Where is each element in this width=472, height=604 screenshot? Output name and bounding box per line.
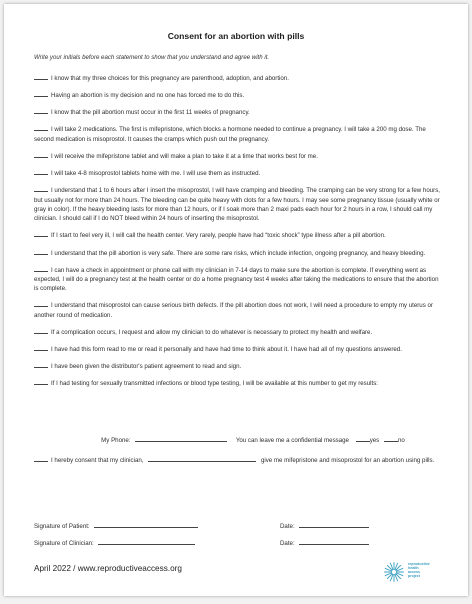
statement-item (34, 107, 442, 117)
footer-text: April 2022 / www.reproductiveaccess.org (34, 564, 182, 573)
clinician-signature-line[interactable] (98, 538, 195, 545)
statement-text: I understand that 1 to 6 hours after I insert the misoprostol, I will have cramping and bleeding. The cramping can be very strong for a few hours, but usually not for more than 24 hours. The bleeding can be quite heavy with clots for a few hours. I may see some pregnancy tissue (usually white or gray in color). If the heavy bleeding lasts for more than 12 hours, or if I soak more than 2 maxi pads each hour for 2 hours in a row, I should call my clinician. I should call if I do NOT bleed within 24 hours of inserting the misoprostol. (34, 187, 441, 223)
statement-text: I have had this form read to me or read it personally and have had time to think about it. I have had all of my questions answered. (51, 346, 402, 354)
consent-text-before: I hereby consent that my clinician, (51, 457, 144, 464)
statement-text: I can have a check in appointment or phone call with my clinician in 7-14 days to make sure the abortion is complete. If everything went as expected, I will do a pregnancy test at the health center or do a home pregnancy test 4 weeks after taking the medications to ensure that the abortion is complete. (34, 266, 439, 293)
phone-row (4, 435, 468, 444)
initials-blank[interactable] (34, 124, 48, 131)
yes-label: yes (369, 437, 380, 444)
patient-signature-line[interactable] (94, 521, 198, 528)
initials-blank[interactable] (34, 378, 48, 385)
initials-blank[interactable] (34, 151, 48, 158)
patient-signature-label: Signature of Patient: (34, 523, 90, 530)
initials-blank[interactable] (34, 361, 48, 368)
statement-text: I understand that the pill abortion is very safe. There are some rare risks, which include infection, ongoing pregnancy, and heavy bleeding. (51, 249, 426, 257)
statement-item (34, 265, 442, 294)
initials-blank[interactable] (34, 90, 48, 97)
statement-item (34, 73, 442, 83)
statement-item (34, 300, 442, 320)
clinician-date-line[interactable] (299, 538, 369, 545)
statement-item (34, 124, 442, 144)
initials-blank[interactable] (34, 265, 48, 272)
statement-item (34, 327, 442, 337)
initials-blank[interactable] (34, 230, 48, 237)
statement-text: I know that the pill abortion must occur in the first 11 weeks of pregnancy. (51, 109, 250, 117)
consent-statement (34, 455, 442, 465)
date-label: Date: (280, 523, 295, 530)
statement-item (34, 378, 442, 388)
no-label: no (397, 437, 405, 444)
initials-blank[interactable] (34, 185, 48, 192)
initials-blank[interactable] (34, 168, 48, 175)
patient-signature-row (34, 521, 198, 530)
form-instructions: Write your initials before each statement to show that you understand and agree with it. (34, 54, 270, 61)
date-label: Date: (280, 540, 295, 547)
patient-date-line[interactable] (299, 521, 369, 528)
initials-blank[interactable] (34, 344, 48, 351)
statement-item (34, 168, 442, 178)
statement-list (34, 73, 442, 396)
initials-blank[interactable] (34, 455, 48, 462)
statement-item (34, 344, 442, 354)
message-label: You can leave me a confidential message (235, 437, 349, 444)
sunburst-logo-icon (383, 561, 405, 583)
form-title: Consent for an abortion with pills (167, 31, 305, 41)
statement-text: I know that my three choices for this pregnancy are parenthood, adoption, and abortion. (51, 75, 289, 82)
initials-blank[interactable] (34, 248, 48, 255)
clinician-signature-row (34, 538, 195, 547)
initials-blank[interactable] (34, 73, 48, 80)
statement-text: Having an abortion is my decision and no one has forced me to do this. (51, 92, 245, 100)
clinician-date-row (280, 538, 369, 547)
statement-text: I will take 2 medications. The first is mifepristone, which blocks a hormone needed to continue a pregnancy. I will take a 200 mg dose. The second medication is misoprostol. It causes the cramps which push out the pregnancy. (34, 126, 426, 143)
patient-date-row (280, 521, 369, 530)
phone-input-line[interactable] (135, 435, 227, 442)
statement-item (34, 185, 442, 223)
statement-item (34, 151, 442, 161)
statement-text: I understand that misoprostol can cause serious birth defects. If the pill abortion does not work, I will need a procedure to empty my uterus or another round of medication. (34, 302, 433, 319)
statement-text: I will take 4-8 misoprostol tablets home with me. I will use them as instructed. (51, 170, 261, 178)
statement-text: I will receive the mifepristone tablet and will make a plan to take it at a time that works best for me. (51, 152, 318, 160)
clinician-signature-label: Signature of Clinician: (34, 540, 94, 547)
no-blank[interactable] (384, 435, 398, 442)
statement-text: I have been given the distributor's patient agreement to read and sign. (51, 363, 242, 371)
initials-blank[interactable] (34, 327, 48, 334)
logo-wordmark: reproductive health access project (408, 562, 430, 579)
consent-form-page (4, 4, 468, 596)
initials-blank[interactable] (34, 107, 48, 114)
statement-item (34, 230, 442, 240)
initials-blank[interactable] (34, 300, 48, 307)
clinician-name-line[interactable] (148, 455, 256, 462)
statement-item (34, 361, 442, 371)
phone-label: My Phone: (101, 437, 131, 444)
consent-text-after: give me mifepristone and misoprostol for an abortion using pills. (260, 457, 435, 464)
yes-blank[interactable] (356, 435, 370, 442)
statement-text: If I had testing for sexually transmitted infections or blood type testing, I will be available at this number to get my results: (51, 380, 378, 388)
statement-text: If a complication occurs, I request and allow my clinician to do whatever is necessary to protect my health and welfare. (51, 328, 373, 336)
statement-text: If I start to feel very ill, I will call the health center. Very rarely, people have had “toxic shock” type illness after a pill abortion. (51, 232, 386, 240)
statement-item (34, 90, 442, 100)
statement-item (34, 248, 442, 258)
